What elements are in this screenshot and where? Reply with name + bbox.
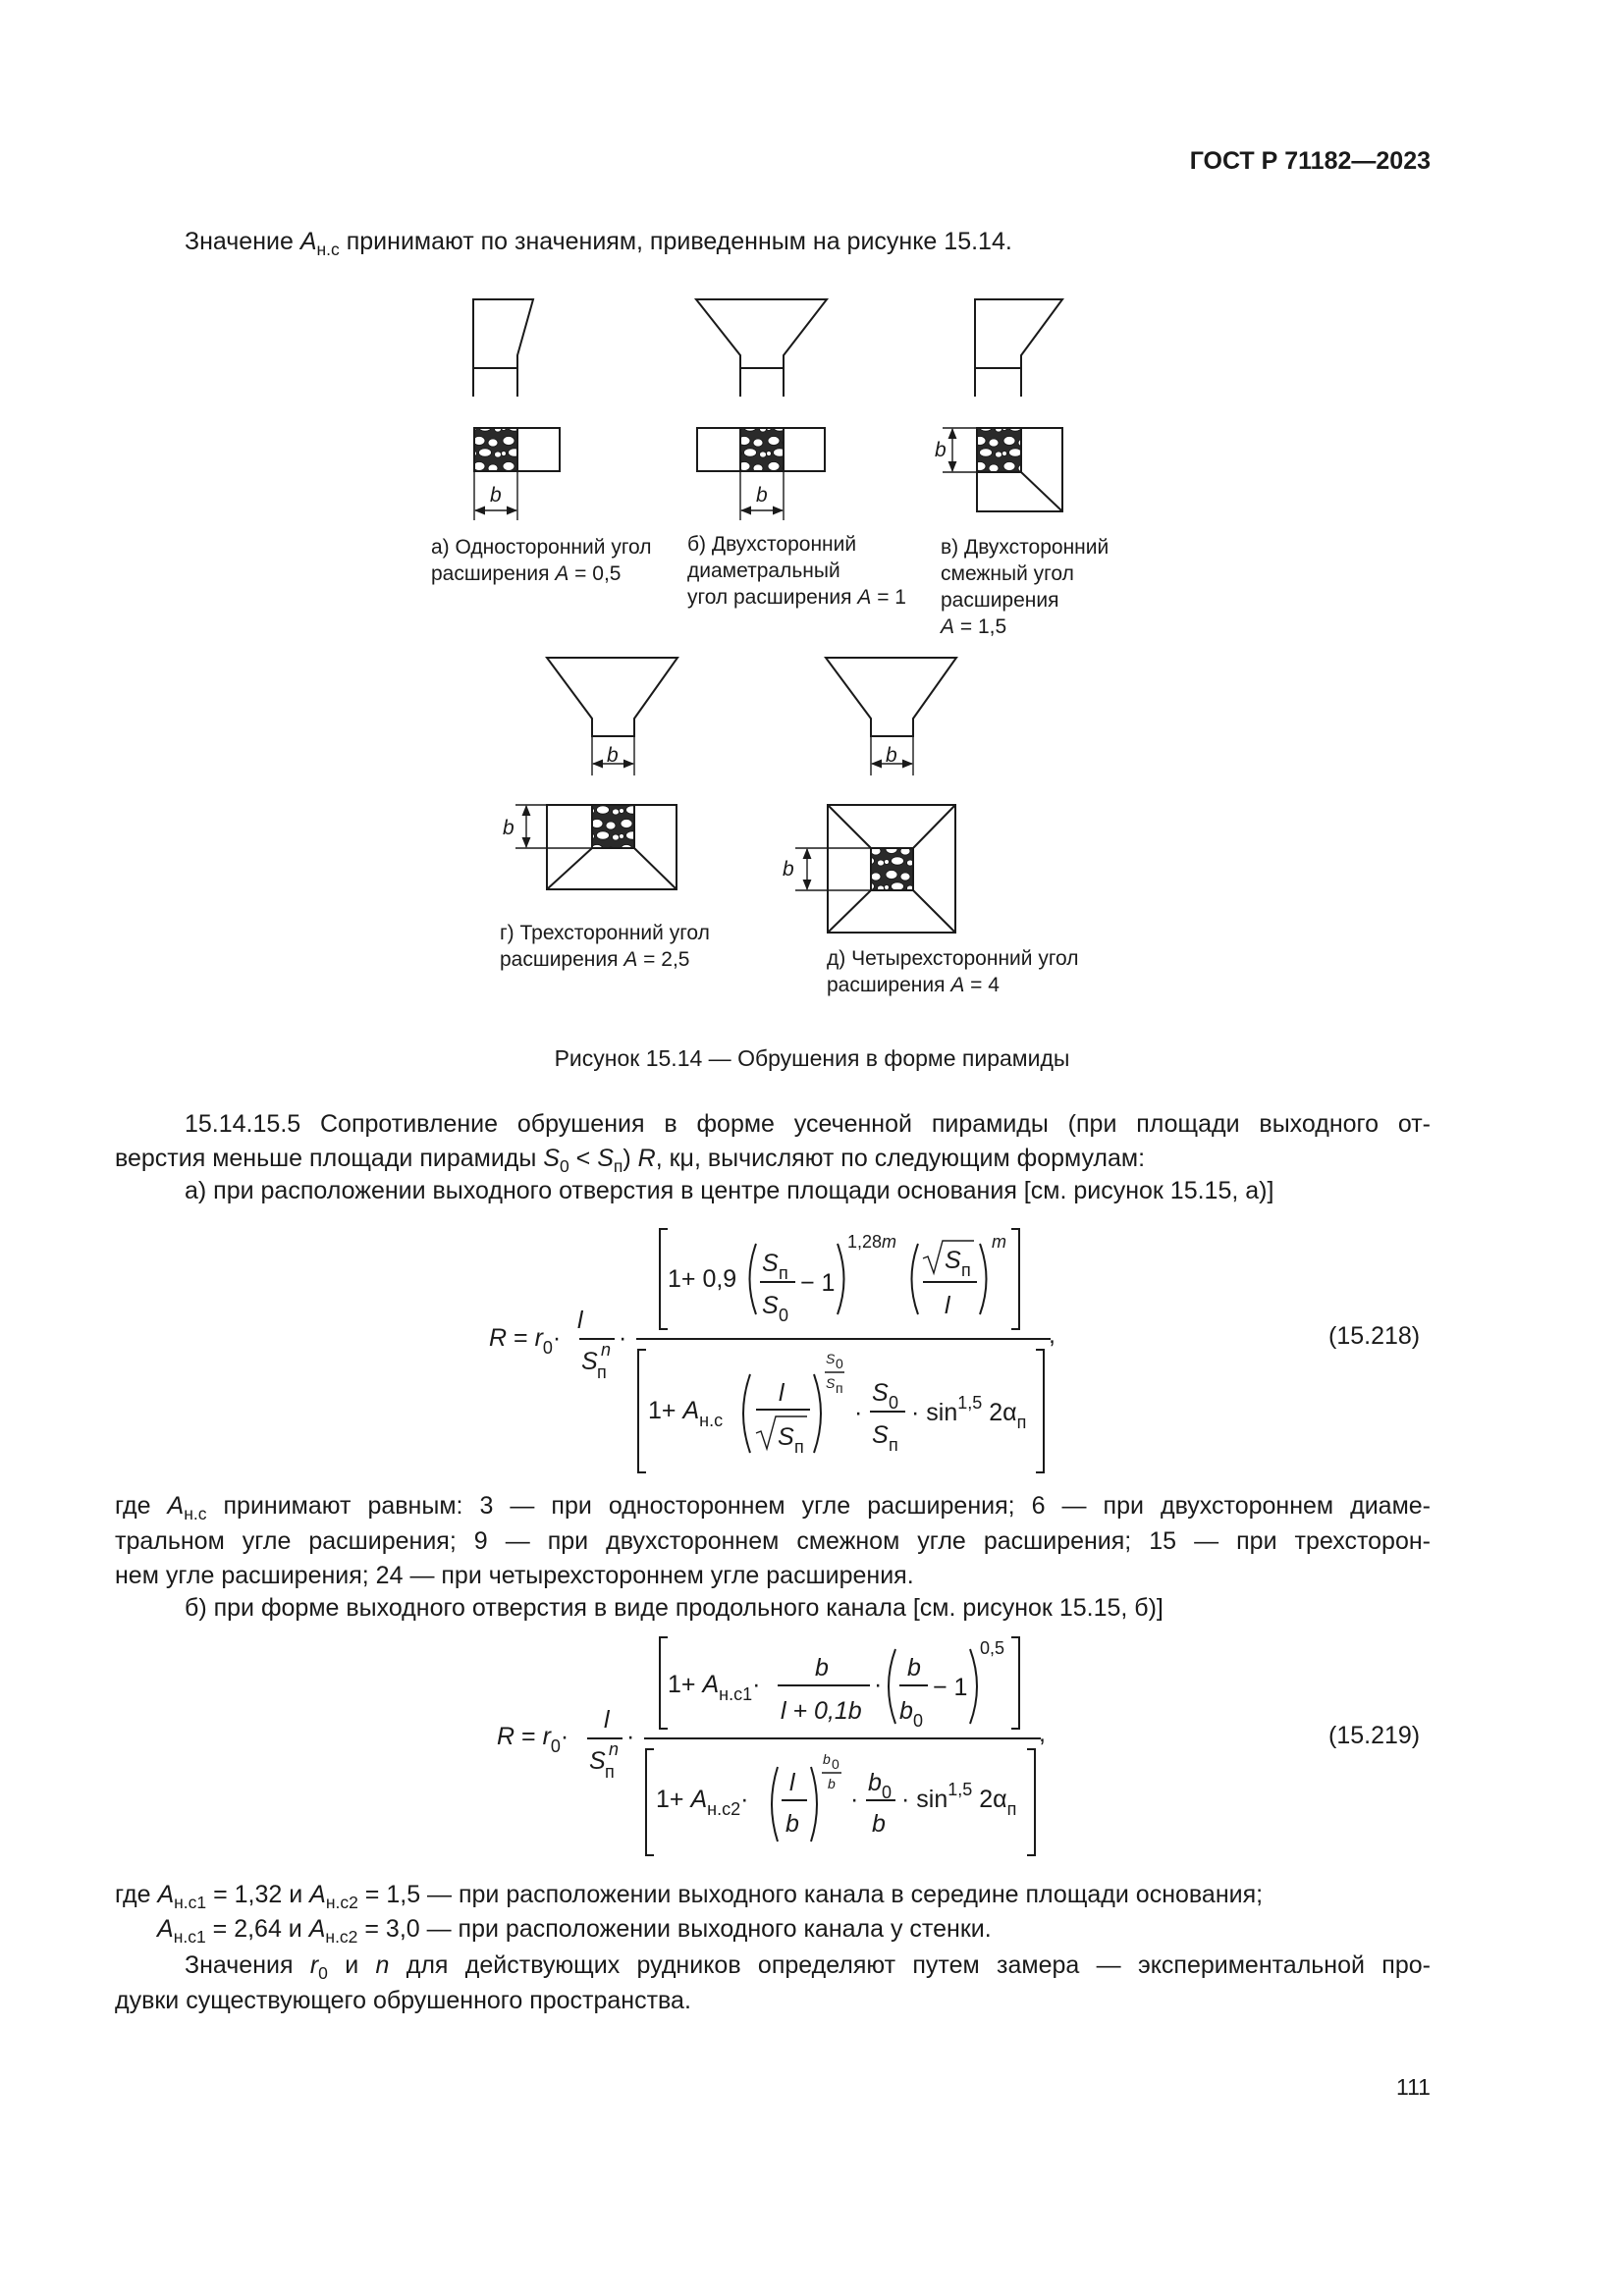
dim-label-g-vertical: b <box>503 817 514 839</box>
dim-label-d-horizontal: b <box>886 744 897 767</box>
equation-number-15-219: (15.219) <box>1328 1722 1421 1749</box>
final-line-1: Значения $r_0$ и n для действующих рудников определяют путем замера — экспериментальной про- <box>185 1951 1431 1983</box>
svg-text:l: l <box>577 1307 583 1334</box>
svg-text:S: S <box>872 1421 889 1449</box>
where1-line-2: тральном угле расширения; 9 — при двухстороннем смежном угле расширения; 15 — при трехсторон- <box>115 1527 1431 1555</box>
svg-text:S: S <box>762 1292 779 1319</box>
svg-text:l: l <box>779 1379 785 1407</box>
svg-text:· sin1,5 2αп: · $\sin^{1,5} 2\alpha_п$ <box>911 1393 1027 1432</box>
svg-text:b: b <box>815 1654 829 1682</box>
svg-text:b: b <box>868 1769 882 1796</box>
caption-d: д) Четырехсторонний угол расширения A = 4 <box>827 947 1079 996</box>
equation-number-15-218: (15.218) <box>1328 1322 1421 1350</box>
svg-text:b: b <box>907 1654 921 1682</box>
svg-text:b: b <box>899 1697 913 1725</box>
svg-text:1+ Aн.с: $1+ A_{н.с}$ <box>648 1397 724 1430</box>
where1-line-3: нем угле расширения; 24 — при четырехстороннем угле расширения. <box>115 1562 914 1589</box>
svg-text:l: l <box>789 1769 795 1796</box>
svg-text:S: S <box>826 1375 836 1391</box>
svg-text:·: · <box>626 1723 635 1750</box>
dim-label-v: b <box>935 439 947 461</box>
svg-text:l: l <box>945 1292 950 1319</box>
svg-text:S: S <box>826 1351 836 1366</box>
dim-label-b: b <box>756 484 768 507</box>
figure-title: Рисунок 15.14 — Обрушения в форме пирамиды <box>554 1045 1070 1071</box>
caption-b: б) Двухсторонний диаметральный угол расширения A = 1 <box>687 533 906 609</box>
dim-label-g-horizontal: b <box>607 744 619 767</box>
svg-text:·: · <box>619 1324 627 1352</box>
diagram-a-one-sided <box>473 299 560 520</box>
svg-text:S: S <box>589 1747 606 1775</box>
diagram-g-three-sided <box>515 658 677 889</box>
svg-text:l + 0,1b: l + 0,1b <box>781 1697 862 1725</box>
svg-text:n: n <box>609 1739 620 1759</box>
dim-label-a: b <box>490 484 502 507</box>
svg-text:− 1: − 1 <box>800 1269 836 1297</box>
svg-text:· sin1,5 2αп: · $\sin^{1,5} 2\alpha_п$ <box>901 1780 1017 1819</box>
svg-text:п: п <box>605 1762 615 1782</box>
svg-text:R = r0·: $R = r_0\cdot$ <box>497 1723 569 1756</box>
svg-text:S: S <box>778 1423 794 1451</box>
svg-text:0: 0 <box>779 1306 789 1325</box>
where1-line-1: где $A_{н.с}$ принимают равным: 3 — при одностороннем угле расширения; 6 — при двухстороннем диаме- <box>115 1492 1432 1523</box>
svg-text:·: · <box>850 1786 859 1813</box>
svg-text:0: 0 <box>836 1356 843 1371</box>
svg-text:п: п <box>889 1435 898 1455</box>
svg-text:b: b <box>823 1751 831 1767</box>
svg-text:S: S <box>945 1247 961 1274</box>
svg-text:1+ Aн.с1·: $1+ A_{н.с1}\cdot$ <box>668 1671 761 1704</box>
svg-text:0: 0 <box>913 1711 924 1731</box>
svg-text:n: n <box>601 1340 612 1360</box>
svg-text:,: , <box>1049 1321 1056 1349</box>
svg-text:0: 0 <box>889 1393 899 1413</box>
svg-text:l: l <box>604 1706 610 1734</box>
dim-label-d-vertical: b <box>783 858 794 881</box>
svg-text:b: b <box>785 1810 799 1838</box>
section-line-1: 15.14.15.5 Сопротивление обрушения в форме усеченной пирамиды (при площади выходного от- <box>185 1110 1431 1138</box>
intro-paragraph: Значение $A_{н.с}$ принимают по значениям, приведенным на рисунке 15.14. <box>185 228 1012 259</box>
svg-text:R = r0·: $R = r_0\cdot$ <box>489 1324 562 1358</box>
svg-text:·: · <box>874 1671 883 1698</box>
svg-text:1+ Aн.с2·: $1+ A_{н.с2}\cdot$ <box>656 1786 749 1819</box>
svg-text:m: m <box>992 1232 1006 1252</box>
svg-text:S: S <box>581 1348 598 1375</box>
diagram-v-two-sided-adjacent <box>943 299 1062 511</box>
document-id: ГОСТ Р 71182—2023 <box>1189 147 1431 175</box>
svg-text:0,5: 0,5 <box>980 1638 1005 1658</box>
svg-text:S: S <box>762 1250 779 1277</box>
svg-text:п: п <box>961 1260 971 1280</box>
svg-text:п: п <box>779 1263 788 1283</box>
caption-g: г) Трехсторонний угол расширения A = 2,5 <box>500 922 710 971</box>
svg-text:− 1: − 1 <box>933 1674 968 1701</box>
section-line-2: верстия меньше площади пирамиды $S_0 < S_п$) R, кμ, вычисляют по следующим формулам: <box>115 1145 1146 1176</box>
svg-text:1+ 0,9: 1+ 0,9 <box>668 1265 737 1293</box>
svg-text:,: , <box>1039 1720 1046 1747</box>
where2-line-1: где $A_{н.с1} = 1,32$ и $A_{н.с2} = 1,5$ — при расположении выходного канала в середине площади основания; <box>115 1881 1264 1912</box>
svg-text:п: п <box>836 1380 843 1396</box>
svg-text:b: b <box>872 1810 886 1838</box>
svg-text:0: 0 <box>882 1783 893 1802</box>
diagram-d-four-sided <box>795 658 956 933</box>
final-line-2: дувки существующего обрушенного пространства. <box>115 1987 691 2014</box>
caption-a: а) Односторонний угол расширения A = 0,5 <box>431 536 652 585</box>
item-a: а) при расположении выходного отверстия в центре площади основания [см. рисунок 15.15, а)] <box>185 1177 1274 1204</box>
where2-line-2: $A_{н.с1} = 2,64$ и $A_{н.с2} = 3,0$ — при расположении выходного канала у стенки. <box>157 1915 992 1947</box>
svg-text:0: 0 <box>832 1756 839 1772</box>
page-number: 111 <box>1396 2074 1431 2100</box>
svg-text:п: п <box>597 1362 607 1382</box>
svg-text:п: п <box>794 1437 804 1457</box>
svg-text:b: b <box>828 1776 836 1791</box>
item-b: б) при форме выходного отверстия в виде продольного канала [см. рисунок 15.15, б)] <box>185 1594 1164 1622</box>
caption-v: в) Двухсторонний смежный угол расширения A = 1,5 <box>941 536 1110 638</box>
svg-text:1,28m: 1,28m <box>847 1232 897 1252</box>
svg-text:·: · <box>854 1399 863 1426</box>
svg-text:S: S <box>872 1379 889 1407</box>
